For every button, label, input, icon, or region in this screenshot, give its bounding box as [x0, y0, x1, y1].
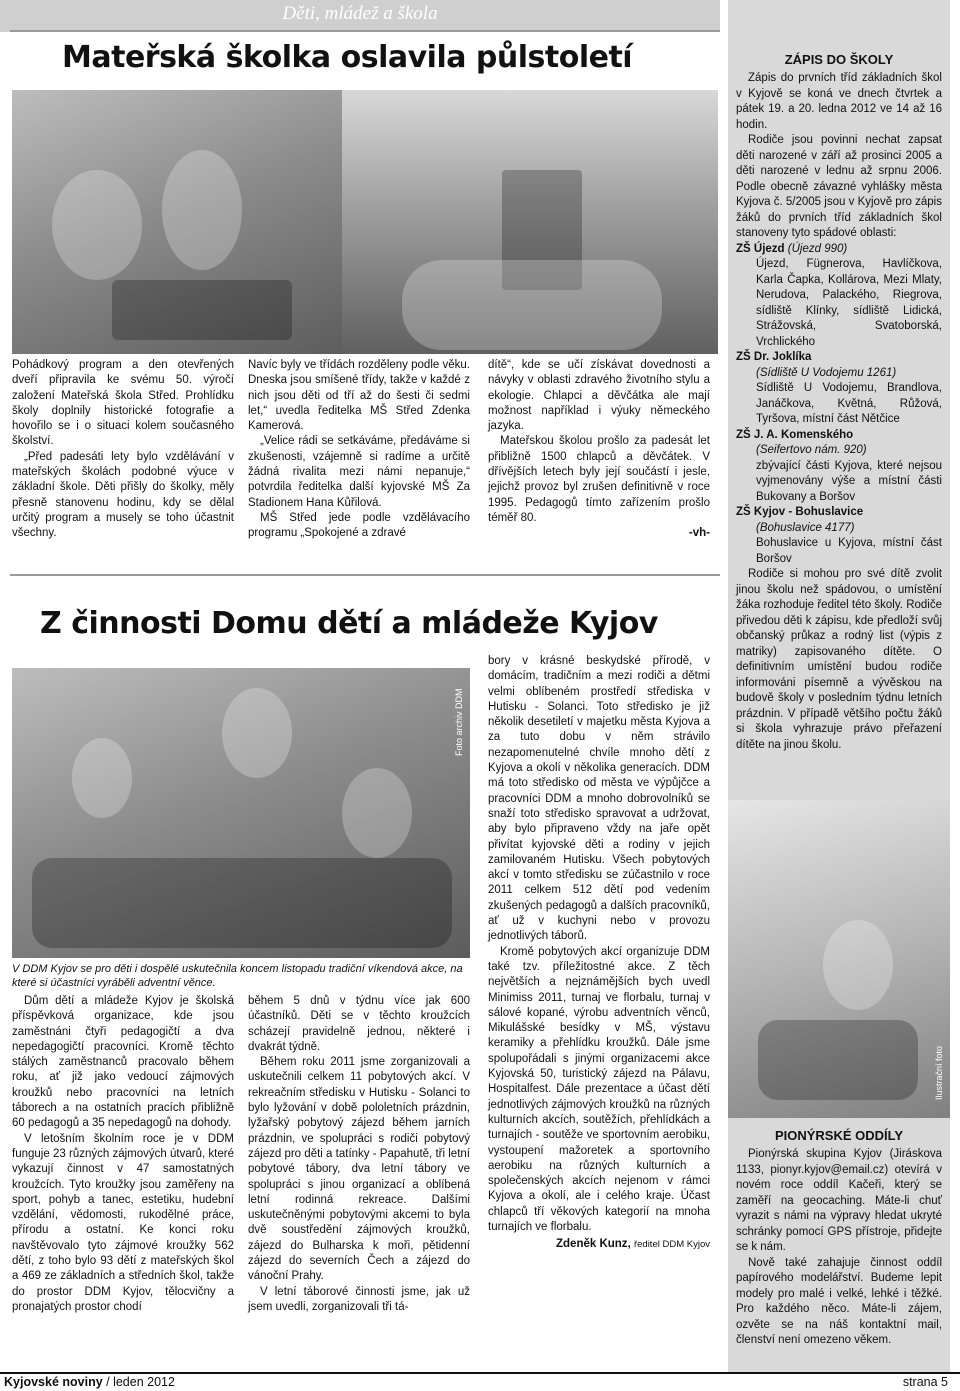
article2-author	[488, 1237, 710, 1252]
author-role: ředitel DDM Kyjov	[633, 1239, 710, 1251]
school-name: ZŠ J. A. Komenského	[736, 428, 854, 441]
sidebar-photo-label: Ilustrační foto	[934, 1045, 944, 1100]
school-name: ZŠ Dr. Joklíka	[736, 351, 812, 363]
school-name: ZŠ Újezd	[736, 242, 785, 255]
zapis-body: Zápis do prvních tříd základních škol v Kyjově se koná ve dnech čtvrtek a pátek 19. a 20. ledna 2012 ve 14 až 16 hodin. Rodiče jsou povinni nechat zapsat děti narozené v září až prosinci 2005 a děti narozené v lednu až srpnu 2006. Podle obecně závazné vyhlášky města Kyjova č. 5/2005 jsou v Kyjově pro zápis žáků do prvních tříd základních škol stanoveny tyto spádové oblasti: ZŠ Újezd (Újezd 990) Újezd, Fügnerova, Havlíčkova, Karla Čapka, Kollárova, Mezi Mlaty, Nerudova, Palackého, Riegrova, sídliště Klínky, sídliště Lidická, Strážovská, Svatoborská, Vrchlického ZŠ Dr. Joklíka (Sídliště U Vodojemu 1261) Sídliště U Vodojemu, Brandlova, Janáčkova, Květná, Růžová, Tyršova, místní část Nětčice ZŠ J. A. Komenského (Seifertovo nám. 920) zbývající části Kyjova, které nejsou vyjmenovány výše a místní části Bukovany a Boršov ZŠ Kyjov - Bohuslavice (Bohuslavice 4177) Bohuslavice u Kyjova, místní část Boršov Rodiče si mohou pro své dítě zvolit jinou školu než spádovou, o umístění žáka rozhoduje ředitel této školy. Rodiče přivedou děti k zápisu, kde předloží svůj občanský průkaz a rodný list (výpis z matriky) zapisovaného dítěte. O definitivním umístění budou rodiče informováni písemně a vývěskou na budově školy v posledním týdnu letních prázdnin. V případě většího počtu žáků si škola vyhrazuje právo přeřazení dítěte na jinou školu.	[736, 72, 942, 751]
article2-column-1: Dům dětí a mládeže Kyjov je školská příspěvková organizace, kde jsou zaměstnáni čtyři pedagogičtí a dva nepedagogičtí pracovníci. Kromě těchto stálých zaměstnanců pracovalo během roku, ať již jako vedoucí zájmových kroužků nebo pracovníci na letních táborech a na ostatních pracích přibližně 60 pedagogů a 35 nepedagogů na dohody. V letošním školním roce je v DDM funguje 23 různých zájmových útvarů, které vykazují činnost v 47 samostatných kroužcích. Tyto kroužky jsou zaměřeny na sport, pohyb a tanec, estetiku, hudební vzdělání, vědomosti, rukodělné práce, přírodu a ostatní. Ke konci roku navštěvovalo tyto zájmové kroužky 562 dětí, z toho bylo 93 dětí z mateřských škol a 469 ze základních a středních škol, takže do prostor DDM Kyjov, tělocvičny a pronajatých prostor chodí	[12, 995, 234, 1313]
article1-column-3: dítě“, kde se učí získávat dovednosti a návyky v oblasti zdravého životního stylu a ekologie. Chlapci a děvčátka ale mají možnost například i výuky německého jazyka. Mateřskou školou prošlo za padesát let přibližně 1500 chlapců a děvčátek. V dřívějších letech byly její součástí i jesle, jejichž provoz byl zrušen definitivně v roce 1995. Pedagogů tímto zařízením prošlo téměř 80. -vh-	[488, 358, 710, 542]
article1-signature: -vh-	[688, 527, 710, 540]
zapis-title: ZÁPIS DO ŠKOLY	[784, 52, 894, 67]
footer-page-number: strana 5	[902, 1375, 948, 1389]
sidebar-header-band	[728, 0, 950, 48]
author-name: Zdeněk Kunz,	[556, 1238, 631, 1251]
top-rule	[10, 30, 720, 32]
photo-ddm-wreaths	[12, 668, 470, 958]
footer-publication	[4, 1375, 175, 1389]
headline-kindergarten: Mateřská školka oslavila půlstoletí	[62, 40, 633, 75]
school-name: ZŠ Kyjov - Bohuslavice	[736, 506, 864, 518]
headline-ddm: Z činnosti Domu dětí a mládeže Kyjov	[40, 606, 658, 641]
pionyr-box	[728, 1128, 950, 1349]
article2-column-3: bory v krásné beskydské přírodě, v domácím, tradičním a mezi rodiči a dětmi velmi oblíbeném prostředí střediska v Hutisku - Solanci. Toto středisko je již několik desetiletí v majetku města Kyjova a za tuto dobu v něm strávilo nezapomenutelné chvíle mnoho dětí z Kyjova a okolí v několika generacích. DDM má toto středisko od města ve výpůjčce a pracovníci DDM a mnoho dobrovolníků se snaží toto středisko spravovat a udržovat, aby bylo připraveno vždy na jaře opět přivítat kyjovské děti a rodiny v jejich zamilovaném Hutisku. Všech pobytových akcí v tomto středisku se zúčastnilo v roce 2011 celkem 512 dětí pod vedením zkušených pedagogů a dalších pracovníků, ať už v kuchyni nebo v provozu jednotlivých táborů. Kromě pobytových akcí organizuje DDM také tzv. příležitostné akce. Z těch největších a nejznámějších bych uvedl Minimiss 2011, turnaj ve florbalu, turnaj v sálové kopané, výrobu adventních věnců, Mikulášské besídky v MŠ, výstavu keramiky a přehlídku kroužků. Dále jsme spolupořádali s jinými organizacemi akce Kyjovská 50, turistický zájezd na Pálavu, Hospitalfest. Dále prezentace a účast dětí jednotlivých zájmových kroužků na různých kulturních akcích, soutěžích, přehlídkách a turnajích - soutěže ve sportovním aerobiku, vystoupení mažoretek a sportovního aerobiku na různých kulturních a společenských akcích nejenom v rámci Kyjova a okolí, ale i celého kraje. Účast chlapců tří věkových kategorií na mnoha turnajích ve florbalu. Zdeněk Kunz, ředitel DDM Kyjov	[488, 654, 710, 1253]
photo-caption: V DDM Kyjov se pro děti i dospělé uskutečnila koncem listopadu tradiční víkendová akce, na které si účastníci vyráběli adventní věnce.	[12, 963, 463, 989]
article1-column-2: Navíc byly ve třídách rozděleny podle věku. Dneska jsou smíšené třídy, takže v každé z nich jsou děti od tří až do šesti či sedmi let,“ uvedla ředitelka MŠ Střed Zdenka Kamerová. „Velice rádi se setkáváme, předáváme si zkušenosti, vzájemně si radíme a určitě žádná rivalita mezi námi nepanuje,“ potvrdila ředitelka další kyjovské MŠ Za Stadionem Hana Kůřilová. MŠ Střed jede podle vzdělávacího programu „Spokojené a zdravé	[248, 359, 470, 540]
article1-column-1: Pohádkový program a den otevřených dveří připravila ke svému 50. výročí založení Mateřská škola Střed. Prohlídku školy doplnily historické fotografie a hovořilo se i o situaci kolem současného školství. „Před padesáti lety bylo vzdělávání v mateřských školách podobné výuce v základní škole. Děti přišly do školky, měly přesně stanovenu hodinu, kdy se dělal určitý program a musely se toho účastnit všechny.	[12, 359, 234, 540]
article-divider	[10, 574, 720, 576]
photo-school-child	[728, 800, 950, 1118]
article2-column-2: během 5 dnů v týdnu více jak 600 účastníků. Děti se v těchto kroužcích scházejí pravidelně jednou, některé i dvakrát týdně. Během roku 2011 jsme zorganizovali a uskutečnili celkem 11 pobytových akcí. V rekreačním středisku v Hutisku - Solanci to bylo lyžování v době pololetních prázdnin, lyžařský pobytový zájezd během jarních prázdnin, ve spolupráci s rodiči pobytový zájezd pro děti a tatínky - Papahutě, tři letní pobytové tábory, dva letní tábory ve spolupráci s jinou organizací a oblíbená letní rodinná rekreace. Dalšími uskutečněnými pobytovými akcemi to byla dvě soustředění zájmových kroužků, zájezd do Bulharska k moři, pětidenní zájezd do severních Čech a zájezd do vánoční Prahy. V letní táborové činnosti jsme, jak už jsem uvedli, zorganizovali tři tá-	[248, 995, 470, 1313]
photo-credit: Foto archiv DDM	[454, 688, 464, 756]
footer-rule	[0, 1372, 960, 1374]
photo-theatre	[342, 90, 718, 354]
footer-paper-name: Kyjovské noviny	[4, 1375, 103, 1389]
footer-issue: / leden 2012	[102, 1375, 175, 1389]
photo-kindergarten	[12, 90, 354, 354]
pionyr-body: Pionýrská skupina Kyjov (Jiráskova 1133, pionyr.kyjov@email.cz) otevírá v novém roce oddíl Kačeři, který se zaměří na geocaching. Máte-li chuť vyrazit s námi na výpravy hledat ukryté schránky pomocí GPS přístroje, přidejte se k nám. Nově také zahajuje činnost oddíl papírového modelářství. Budeme lepit modely pro malé i velké, lehké i těžké. Pro každého něco. Máte-li zájem, ozvěte se na náš kontaktní mail, členství není omezeno věkem.	[736, 1148, 942, 1346]
pionyr-title: PIONÝRSKÉ ODDÍLY	[774, 1128, 904, 1143]
section-title: Děti, mládež a škola	[282, 3, 438, 24]
